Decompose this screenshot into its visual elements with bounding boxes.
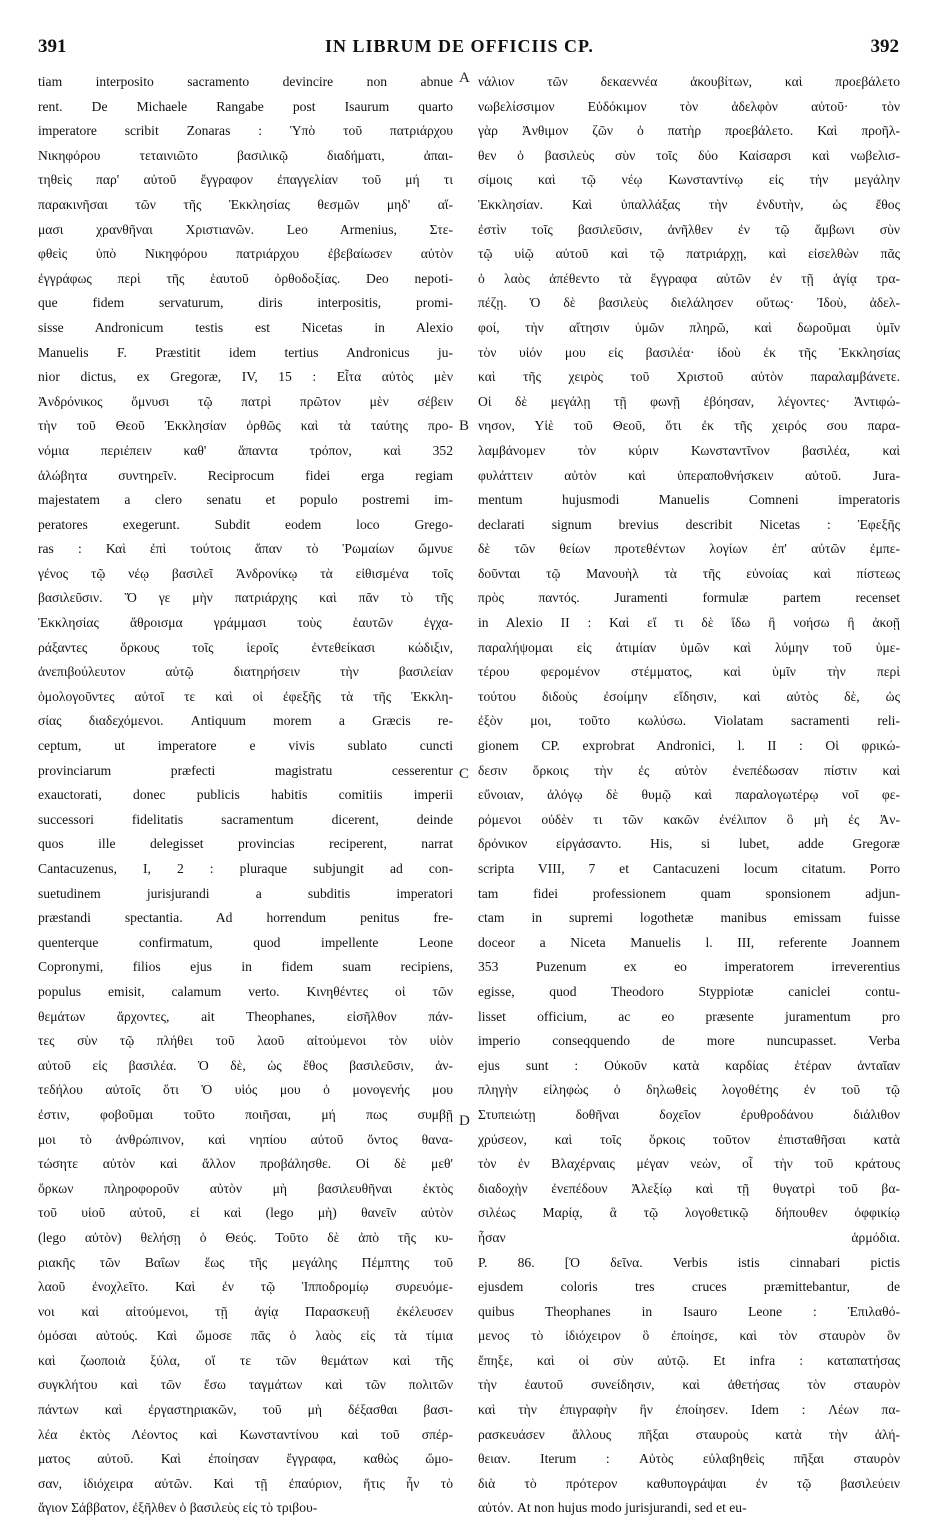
left-column-line: πάντων καὶ ἐργαστηριακῶν, τοῦ μὴ δέξασθαι βασι- (38, 1402, 453, 1418)
left-column-line: τώσητε αὐτὸν καὶ ἄλλον προβάλησθε. Οἱ δὲ μεθ' (38, 1156, 453, 1172)
right-column-line: θεν ὁ βασιλεὺς σὺν τοῖς δύο Καίσαρσι καὶ νωβελισ- (478, 147, 900, 163)
right-column-line: μενος τὸ ἰδιόχειρον ὃ ἐποίησε, καὶ τὸν σταυρὸν ὃν (478, 1328, 900, 1344)
right-column-line: gionem CP. exprobrat Andronici, l. II : Οἱ φρικώ- (478, 738, 900, 754)
left-column-line: ras : Καὶ ἐπὶ τούτοις ἅπαν τὸ Ῥωμαίων ὤμνυε (38, 541, 453, 557)
left-column-line: καὶ ζωοποιὰ ξύλα, οἵ τε τῶν θεμάτων καὶ τῆς (38, 1352, 453, 1368)
left-column-line: νόμια περιέπειν καθ' ἅπαντα τρόπον, καὶ 352 (38, 442, 453, 458)
right-column-line: νωβελίσσιμον Εὐδόκιμον τὸν ἀδελφὸν αὐτοῦ· τὸν (478, 98, 900, 114)
right-column-line: egisse, quod Theodoro Styppiotæ caniclei contu- (478, 983, 900, 999)
right-column-line: τούτου διδοὺς ἐσοίμην εἴδησιν, καὶ αὐτὸς δὲ, ὡς (478, 688, 900, 704)
left-column-line: σαν, ἰδιόχειρα αὐτῶν. Καὶ τῇ ἐπαύριον, ἥτις ἦν τὸ (38, 1475, 453, 1491)
left-column-line: Νικηφόρου τεταινιῶτο βασιλικῷ διαδήματι, ἀπαι- (38, 147, 453, 163)
right-column-line: καὶ τὴν ἐπιγραφὴν ἣν ἐποίησεν. Idem : Λέων πα- (478, 1402, 900, 1418)
left-column-line: τες σὺν τῷ πλήθει τοῦ λαοῦ αἰτούμενοι τὸν υἱὸν (38, 1033, 453, 1049)
left-column-line: ἀλώβητα συντηρεῖν. Reciprocum fidei erga regiam (38, 467, 453, 483)
left-column-line: rent. De Michaele Rangabe post Isaurum quarto (38, 98, 453, 114)
right-column-line: εὔνοιαν, ἀλόγῳ δὲ θυμῷ καὶ παραλογωτέρῳ νοῖ φε- (478, 787, 900, 803)
margin-letter-d: D (459, 1113, 470, 1129)
right-column-line: σιλέως Μαρίᾳ, ἃ τῷ λογοθετικῷ δήπουθεν ὀφφικίῳ (478, 1205, 900, 1221)
right-column-line: quibus Theophanes in Isauro Leone : Ἐπιλαθό- (478, 1303, 900, 1319)
right-column-line: λαμβάνομεν τὸν κύριν Κωνσταντῖνον βασιλέα, καὶ (478, 442, 900, 458)
right-column-line: ἦσαν ἁρμόδια. (478, 1229, 900, 1245)
left-column-line: Copronymi, filios ejus in fidem suam recipiens, (38, 959, 453, 975)
right-column-line: δεσιν ὅρκοις τὴν ἐς αὐτὸν ἐνεπέδωσαν πίστιν καὶ (478, 762, 900, 778)
left-column-line: tiam interposito sacramento devincire non abnue (38, 74, 453, 89)
right-column-line: Οἱ δὲ μεγάλῃ τῇ φωνῇ ἐβόησαν, λέγοντες· Ἀντιφώ- (478, 393, 900, 409)
right-column-line: scripta VIII, 7 et Cantacuzeni locum citatum. Porro (478, 861, 900, 876)
left-column-line: νοι καὶ αἰτούμενοι, τῇ ἁγίᾳ Παρασκευῇ ἐκέλευσεν (38, 1303, 453, 1319)
right-column-line: δρόνικον εἰργάσαντο. His, si lubet, adde Gregoræ (478, 836, 900, 852)
right-column-line: tam fidei professionem quam sponsionem adjun- (478, 885, 900, 901)
right-column-line: δὲ τῶν θείων προτεθέντων λογίων ἐπ' αὐτῶν ἐμπε- (478, 541, 900, 557)
right-column-line: ctam in supremi logothetæ manibus emissam fuisse (478, 910, 900, 926)
left-column-line: φθεὶς ὑπὸ Νικηφόρου πατριάρχου ἐβεβαίωσεν αὐτὸν (38, 246, 453, 262)
margin-letter-a: A (459, 70, 470, 86)
left-column-line: σίας διαδεχόμενοι. Antiquum morem a Græcis re- (38, 713, 453, 729)
left-column-line: τοῦ υἱοῦ αὐτοῦ, εἰ καὶ (lego μὴ) θανεῖν αὐτὸν (38, 1205, 453, 1221)
right-column-line: ὁ λαὸς ἀπέθεντο τὰ ἔγγραφα αὐτῶν ἐν τῇ ἁγίᾳ τρα- (478, 270, 900, 286)
left-column-line: παρακινῆσαι τῶν τῆς Ἐκκλησίας θεσμῶν μηδ' αἵ- (38, 196, 453, 212)
left-column-line: que fidem servaturum, diris interpositis, promi- (38, 295, 453, 311)
left-column-line: τεδήλου αὐτοῖς ὅτι Ὁ υἱός μου ὁ μονογενής μου (38, 1082, 453, 1098)
right-column-line: τὸν ἐν Βλαχέρναις μέγαν νεὼν, οἷ τὴν τοῦ κράτους (478, 1156, 900, 1172)
left-column-line: ceptum, ut imperatore e vivis sublato cuncti (38, 738, 453, 754)
left-column-line: provinciarum præfecti magistratu cesserentur (38, 762, 453, 778)
right-column-line: ejusdem coloris tres cruces præmittebantur, de (478, 1279, 900, 1295)
left-column-line: τὴν τοῦ Θεοῦ Ἐκκλησίαν ὀρθῶς καὶ τὰ ταύτης προ- (38, 418, 453, 434)
left-column-line: successori fidelitatis sacramentum dicerent, deinde (38, 811, 453, 827)
left-column-line: βασιλεῦσιν. Ὅ γε μὴν πατριάρχης καὶ πᾶν τὸ τῆς (38, 590, 453, 606)
right-column-line: δοῦνται τῷ Μανουὴλ τὰ τῆς εὐνοίας καὶ πίστεως (478, 565, 900, 581)
right-column-line: νησον, Υἱὲ τοῦ Θεοῦ, ὅτι ἐκ τῆς χειρός σου παρα- (478, 418, 900, 434)
left-column-line: συγκλήτου καὶ τῶν ἔσω ταγμάτων καὶ τῶν πολιτῶν (38, 1377, 453, 1393)
right-column-line: νάλιον τῶν δεκαεννέα ἀκουβίτων, καὶ προεβάλετο (478, 74, 900, 89)
margin-letter-c: C (459, 766, 470, 782)
right-column-line: in Alexio II : Καὶ εἴ τι δὲ ἴδω ἢ νοήσω ἢ ἀκοῇ (478, 615, 900, 631)
left-column-line: μοι τὸ ἀνθρώπινον, καὶ νηπίου αὐτοῦ ὄντος θανα- (38, 1131, 453, 1147)
right-column-line: γὰρ Ἀνθιμον ζῶν ὁ πατὴρ προεβάλετο. Καὶ προῆλ- (478, 123, 900, 139)
right-column-line: 353 Puzenum ex eo imperatorem irreverentius (478, 959, 900, 975)
left-column-line: ὅρκων πληροφοροῦν αὐτὸν μὴ βασιλευθῆναι ἐκτὸς (38, 1180, 453, 1196)
left-column-line: Manuelis F. Præstitit idem tertius Andronicus ju- (38, 344, 453, 360)
running-title: IN LIBRUM DE OFFICIIS CP. (325, 36, 594, 56)
left-column-line: ἅγιον Σάββατον, ἐξῆλθεν ὁ βασιλεὺς εἰς τὸ τριβου- (38, 1500, 318, 1516)
right-column-line: διαδοχὴν ἐνεπέδουν Ἀλεξίῳ καὶ τῇ θυγατρὶ τοῦ βα- (478, 1180, 900, 1196)
right-column-line: ρόμενοι οὐδὲν τι τῶν κακῶν ἐνέλιπον ὃ μὴ ἐς Ἀν- (478, 811, 900, 827)
left-column-line: τηθεὶς παρ' αὐτοῦ ἔγγραφον ἐπαγγελίαν τοῦ μή τι (38, 172, 453, 188)
left-column-line: nior dictus, ex Gregoræ, IV, 15 : Εἶτα αὐτὸς μὲν (38, 369, 453, 385)
right-column-line: πληγὴν εἰληφὼς ὁ δηλωθεὶς λογοθέτης ἐν τοῦ τῷ (478, 1082, 900, 1098)
margin-letter-b: B (459, 418, 470, 434)
left-column-line: Ἐκκλησίας ἄθροισμα γράμμασι τοὺς ἑαυτῶν ἐγχα- (38, 615, 453, 631)
left-column-line: exauctorati, donec publicis habitis comitiis imperii (38, 787, 453, 803)
left-column-line: præstandi spectantia. Ad horrendum penitus fre- (38, 910, 453, 926)
right-column-line: τὴν ἑαυτοῦ συνείδησιν, καὶ ἀθετήσας τὸν σταυρὸν (478, 1377, 900, 1393)
right-column-line: ἐξὸν μοι, τοῦτο κωλύσω. Violatam sacramenti reli- (478, 713, 900, 729)
right-column-line: Ἐκκλησίαν. Καὶ ὑπαλλάξας τὴν ἐνδυτὴν, ὡς ἔθος (478, 196, 900, 212)
right-column-line: ἔπηξε, καὶ οἱ σὺν αὐτῷ. Et infra : καταπατήσας (478, 1352, 900, 1368)
left-column-line: αὐτοῦ εἰς βασιλέα. Ὁ δὲ, ὡς ἔθος βασιλεῦσιν, ἀν- (38, 1057, 453, 1073)
right-column (478, 70, 900, 1521)
right-column-line: imperio conseqquendo de more nuncupasset. Verba (478, 1033, 900, 1049)
left-column-line: Ἀνδρόνικος ὄμνυσι τῷ πατρὶ πρῶτον μὲν σέβειν (38, 393, 453, 409)
page-header (0, 36, 927, 66)
left-column-line: λαοῦ ἐνοχλεῖτο. Καὶ ἐν τῷ Ἱπποδρομίῳ συρευόμε- (38, 1279, 453, 1295)
left-column-line: ὀμόσαι αὐτούς. Καὶ ὤμοσε πᾶς ὁ λαὸς εἰς τὰ τίμια (38, 1328, 453, 1344)
left-column-line: μασι χρανθῆναι Χριστιανῶν. Leo Armenius, Στε- (38, 221, 453, 237)
right-column-line: διὰ τὸ πρότερον καθυπογράψαι ἐν τῷ βασιλεύειν (478, 1475, 900, 1491)
left-column-line: ἐστιν, φοβοῦμαι τοῦτο ποιῆσαι, μή πως συμβῇ (38, 1106, 453, 1122)
right-column-line: lisset officium, ac eo præsente juramentum pro (478, 1008, 900, 1024)
left-column-line: majestatem a clero senatu et populo postremi im- (38, 492, 453, 508)
left-column-line: ἀνεπιβούλευτον αὐτῷ διατηρήσειν τὴν βασιλείαν (38, 664, 453, 680)
right-column-line: πρὸς παντός. Juramenti formulæ partem recenset (478, 590, 900, 606)
right-column-line: παραλήψομαι εἰς ἀτιμίαν ὑμῶν καὶ λύμην τοῦ ὑμε- (478, 639, 900, 655)
left-column-line: (lego αὐτὸν) θελήσῃ ὁ Θεός. Τοῦτο δὲ ἀπὸ τῆς κυ- (38, 1229, 453, 1245)
page-number-left: 391 (38, 36, 67, 57)
right-column-line: σίμοις καὶ τῷ νέῳ Κωνσταντίνῳ εἰς τὴν μεγάλην (478, 172, 900, 188)
left-column-line: ὁμολογοῦντες αὐτοῖ τε καὶ οἱ ἐφεξῆς τὰ τῆς Ἐκκλη- (38, 688, 453, 704)
left-column-line: populus emisit, calamum verto. Κινηθέντες οἱ τῶν (38, 983, 453, 999)
left-column-line: sisse Andronicum testis est Nicetas in Alexio (38, 319, 453, 335)
left-column-line: γένος τῷ νέῳ βασιλεῖ Ἀνδρονίκῳ τὰ εἰθισμένα τοῖς (38, 565, 453, 581)
right-column-line: φοί, τὴν αἴτησιν ὑμῶν πληρῶ, καὶ δωροῦμαι ὑμῖν (478, 319, 900, 335)
right-column-line: φυλάττειν αὐτὸν καὶ ὑπεραποθνήσκειν αὐτοῦ. Jura- (478, 467, 900, 483)
left-column (38, 70, 453, 1521)
right-column-line: ρασκευάσεν ἄλλους πῆξαι σταυροὺς κατὰ τὴν ἀλή- (478, 1426, 900, 1442)
right-column-line: τέρου φερομένον στέμματος, καὶ ὑμῖν τὴν περὶ (478, 664, 900, 680)
right-column-line: doceor a Niceta Manuelis l. III, referente Joannem (478, 934, 900, 950)
left-column-line: imperatore scribit Zonaras : Ὑπὸ τοῦ πατριάρχου (38, 123, 453, 139)
right-column-line: τῷ υἱῷ αὐτοῦ καὶ τῷ πατριάρχῃ, καὶ εἰσελθὼν πᾶς (478, 246, 900, 262)
left-column-line: suetudinem jurisjurandi a subditis imperatori (38, 885, 453, 901)
right-column-line: θειαν. Iterum : Αὐτὸς εὐλαβηθεὶς πῆξαι σταυρὸν (478, 1451, 900, 1467)
right-column-line: ἐστὶν τοῖς βασιλεῦσιν, ἀνῆλθεν ἐν τῷ ἄμβωνι σὺν (478, 221, 900, 237)
left-column-line: peratores exegerunt. Subdit eodem loco Grego- (38, 516, 453, 532)
left-column-line: ματος αὐτοῦ. Καὶ ἐποίησαν ἔγγραφα, καθὼς ὤμο- (38, 1451, 453, 1467)
left-column-line: λέα ἐκτὸς Λέοντος καὶ Κωνσταντίνου καὶ τοῦ σπέρ- (38, 1426, 453, 1442)
left-column-line: ριακῆς τῶν Βαΐων ἕως τῆς μεγάλης Πέμπτης τοῦ (38, 1254, 453, 1270)
left-column-line: θεμάτων ἄρχοντες, ait Theophanes, εἰσῆλθον πάν- (38, 1008, 453, 1024)
right-column-line: P. 86. [Ὁ δεῖνα. Verbis istis cinnabari pictis (478, 1254, 900, 1270)
right-column-line: Στυπειώτῃ δοθῆναι δοχεῖον ἐρυθροδάνου διάλιθον (478, 1106, 900, 1122)
left-column-line: ράξαντες ὅρκους τοῖς ἱεροῖς ἐντεθείκασι κώδιξιν, (38, 639, 453, 655)
right-column-line: πέζῃ. Ὁ δὲ βασιλεὺς διελάλησεν οὕτως· Ἰδοὺ, ἀδελ- (478, 295, 900, 311)
right-column-line: mentum hujusmodi Manuelis Comneni imperatoris (478, 492, 900, 508)
right-column-line: τὸν υἱόν μου εἰς βασιλέα· ἰδοὺ ἐκ τῆς Ἐκκλησίας (478, 344, 900, 360)
left-column-line: Cantacuzenus, I, 2 : pluraque subjungit ad con- (38, 861, 453, 876)
right-column-line: αὐτόν. At non hujus modo jurisjurandi, sed et eu- (478, 1500, 747, 1516)
right-column-line: καὶ τῆς χειρὸς τοῦ Χριστοῦ αὐτὸν παραλαμβάνετε. (478, 369, 900, 385)
left-column-line: quos ille delegisset provincias reciperent, narrat (38, 836, 453, 852)
right-column-line: χρύσεον, καὶ τοῖς ὅρκοις τοῦτον ἐπισταθῆσαι κατὰ (478, 1131, 900, 1147)
right-column-line: ejus sunt : Οὐκοῦν κατὰ καρδίας ἑτέραν ἀνταῖαν (478, 1057, 900, 1073)
left-column-line: quenterque confirmatum, quod impellente Leone (38, 934, 453, 950)
right-column-line: declarati signum brevius describit Nicetas : Ἐφεξῆς (478, 516, 900, 532)
page-number-right: 392 (870, 36, 899, 57)
left-column-line: ἐγγράφως περὶ τῆς ἑαυτοῦ ὀρθοδοξίας. Deo nepoti- (38, 270, 453, 286)
